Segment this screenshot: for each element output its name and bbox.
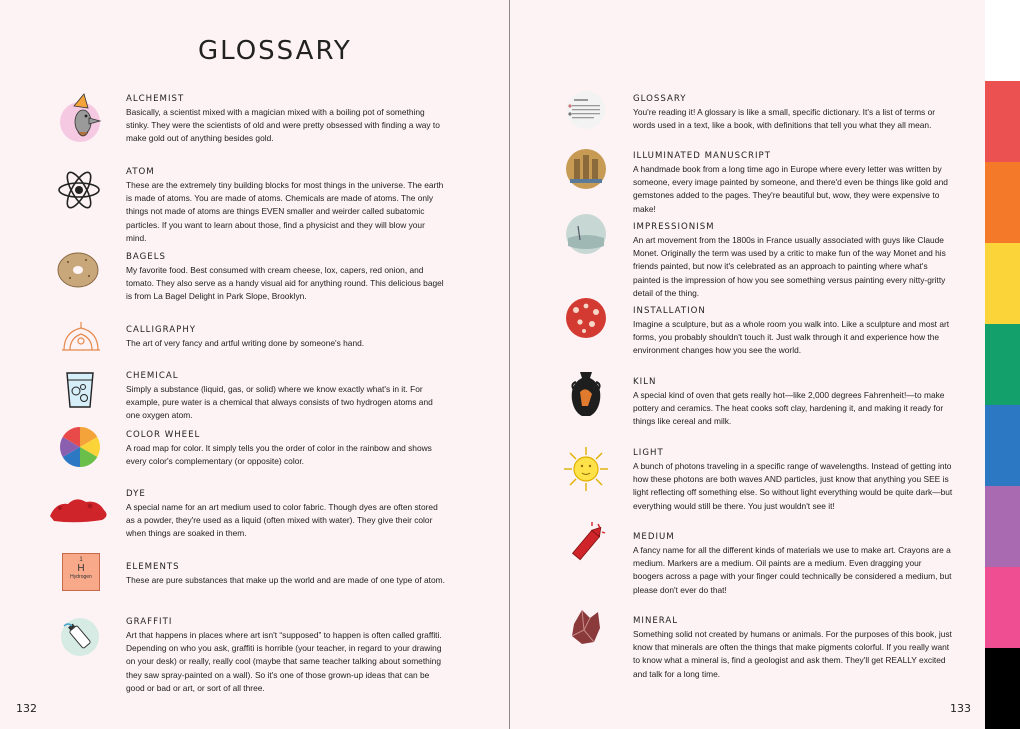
glossary-entry-color-wheel <box>126 430 446 468</box>
entry-term: LIGHT <box>633 448 664 458</box>
color-tab <box>985 486 1020 567</box>
glossary-entry-glossary <box>633 94 953 132</box>
crayon-icon <box>566 520 606 570</box>
color-tab-strip <box>985 0 1020 729</box>
entry-term: COLOR WHEEL <box>126 430 201 440</box>
color-tab <box>985 405 1020 486</box>
entry-definition: A handmade book from a long time ago in Europe where every letter was written by someone, every image painted by someone, and there'd even be things like gold and gemstones added to the pages. They're beautiful but, wow, they were expensive to make! <box>633 164 948 214</box>
entry-term: GLOSSARY <box>633 94 687 104</box>
entry-definition: A special kind of oven that gets really hot—like 2,000 degrees Fahrenheit!—to make pottery and ceramics. The heat cooks soft clay, hardening it, and making it ready for things like cereal and milk. <box>633 390 945 427</box>
element-number: 1 <box>79 557 83 563</box>
element-symbol: H <box>77 563 85 574</box>
entry-definition: These are pure substances that make up the world and are made of one type of atom. <box>126 575 445 585</box>
color-tab <box>985 81 1020 162</box>
page-title: GLOSSARY <box>198 36 352 66</box>
glossary-entry-impressionism <box>633 222 953 300</box>
glossary-entry-elements <box>126 562 446 587</box>
entry-term: IMPRESSIONISM <box>633 222 715 232</box>
entry-definition: Art that happens in places where art isn't “supposed” to happen is often called graffiti. Depending on who you ask, graffiti is horrible (your teacher, in regard to your drawing on your desk) or really, really cool (maybe that same teacher talking about something they saw spray-painted on a wall). So it's one of those grown-up ideas that can be good or bad or art, or sort of all three. <box>126 630 442 693</box>
color-tab <box>985 324 1020 405</box>
entry-definition: Simply a substance (liquid, gas, or solid) where we know exactly what's in it. For example, pure water is a chemical that always consists of two hydrogen atoms and one oxygen atom. <box>126 384 433 421</box>
entry-definition: Basically, a scientist mixed with a magician mixed with a boiling pot of something stinky. They were the scientists of old and were pretty obsessed with finding a way to make gold out of anything besides gold. <box>126 107 440 144</box>
entry-term: MEDIUM <box>633 532 675 542</box>
right-page <box>510 0 985 729</box>
glossary-entry-light <box>633 448 953 513</box>
entry-term: ATOM <box>126 167 155 177</box>
mineral-icon <box>568 606 604 648</box>
entry-definition: A special name for an art medium used to color fabric. Though dyes are often stored as a powder, they're used as a liquid (often mixed with water). They give their color when things are soaked in them. <box>126 502 438 539</box>
color-tab <box>985 567 1020 648</box>
entry-definition: Imagine a sculpture, but as a whole room you walk into. Like a sculpture and most art forms, you probably shouldn't touch it. Just walk through it and experience how the environment changes how you see the world. <box>633 319 950 356</box>
entry-definition: Something solid not created by humans or animals. For the purposes of this book, just know that minerals are often the things that make pigments colorful. If you really want to know what a mineral is, find a geologist and ask them. They'll get REALLY excited and talk for a long time. <box>633 629 952 679</box>
water-glass-icon <box>64 370 96 410</box>
glossary-entry-mineral <box>633 616 953 681</box>
entry-term: ALCHEMIST <box>126 94 185 104</box>
entry-term: CHEMICAL <box>126 371 179 381</box>
color-tab <box>985 648 1020 729</box>
color-tab <box>985 162 1020 243</box>
glossary-entry-calligraphy <box>126 325 446 350</box>
entry-definition: These are the extremely tiny building blocks for most things in the universe. The earth is made of atoms. You are made of atoms. Chemicals are made of atoms. The only things not made of atoms are things EVEN smaller and weirder called subatomic particles. If you want to learn about those, find a physicist and they will blow your mind. <box>126 180 444 243</box>
element-name: Hydrogen <box>70 574 92 580</box>
glossary-entry-alchemist <box>126 94 446 146</box>
impressionism-painting-icon <box>564 212 608 256</box>
entry-definition: An art movement from the 1800s in France usually associated with guys like Claude Monet. Originally the term was used by a critic to make fun of the way Monet and his friends painted, but now it's celebrated as an approach to painting where what's painted is the impression of how you see something versus painting every nitty-gritty detail of the thing. <box>633 235 946 298</box>
glossary-entry-dye <box>126 489 446 541</box>
alchemist-icon <box>56 92 106 144</box>
color-tab <box>985 243 1020 324</box>
calligraphy-icon <box>60 320 102 354</box>
glossary-entry-kiln <box>633 377 953 429</box>
entry-term: DYE <box>126 489 146 499</box>
entry-term: ILLUMINATED MANUSCRIPT <box>633 151 771 161</box>
sun-icon <box>560 444 612 494</box>
glossary-entry-chemical <box>126 371 446 423</box>
entry-term: ELEMENTS <box>126 562 180 572</box>
entry-term: BAGELS <box>126 252 166 262</box>
glossary-page-icon <box>564 90 608 130</box>
glossary-entry-medium <box>633 532 953 597</box>
page-number-right: 133 <box>950 702 971 715</box>
entry-definition: A road map for color. It simply tells you the order of color in the rainbow and shows every color's complementary (or opposite) color. <box>126 443 432 467</box>
entry-term: CALLIGRAPHY <box>126 325 197 335</box>
entry-definition: The art of very fancy and artful writing done by someone's hand. <box>126 338 365 348</box>
entry-term: KILN <box>633 377 657 387</box>
entry-definition: A fancy name for all the different kinds of materials we use to make art. Crayons are a medium. Markers are a medium. Oil paints are a medium. Even dragging your boogers across a page with your finger could technically be considered a medium, but please don't ever do that! <box>633 545 952 595</box>
entry-definition: You're reading it! A glossary is like a small, specific dictionary. It's a list of terms or words used in a text, like a book, with definitions that tell you what they all mean. <box>633 107 936 131</box>
entry-term: MINERAL <box>633 616 679 626</box>
glossary-entry-installation <box>633 306 953 358</box>
atom-icon <box>56 165 102 215</box>
page-number-left: 132 <box>16 702 37 715</box>
glossary-entry-graffiti <box>126 617 446 695</box>
bagel-icon <box>56 250 100 290</box>
color-wheel-icon <box>58 425 102 469</box>
red-dye-icon <box>46 494 112 524</box>
entry-term: INSTALLATION <box>633 306 706 316</box>
entry-definition: A bunch of photons traveling in a specific range of wavelengths. Instead of getting into how these photons are both waves AND particles, just know that anything you SEE is light reflecting off something else. So without light everything would be quite dark—but everything would still be there. You just wouldn't see it! <box>633 461 953 511</box>
entry-definition: My favorite food. Best consumed with cream cheese, lox, capers, red onion, and tomato. They also serve as a handy visual aid for anything round. This delicious bagel is from La Bagel Delight in Park Slope, Brooklyn. <box>126 265 444 302</box>
glossary-entry-illuminated-manuscript <box>633 151 953 216</box>
manuscript-icon <box>564 147 608 191</box>
glossary-entry-atom <box>126 167 446 245</box>
entry-term: GRAFFITI <box>126 617 173 627</box>
installation-icon <box>564 296 608 340</box>
hydrogen-element-icon <box>62 553 100 591</box>
greek-vase-icon <box>568 370 604 420</box>
glossary-entry-bagels <box>126 252 446 304</box>
spray-paint-icon <box>58 616 102 658</box>
